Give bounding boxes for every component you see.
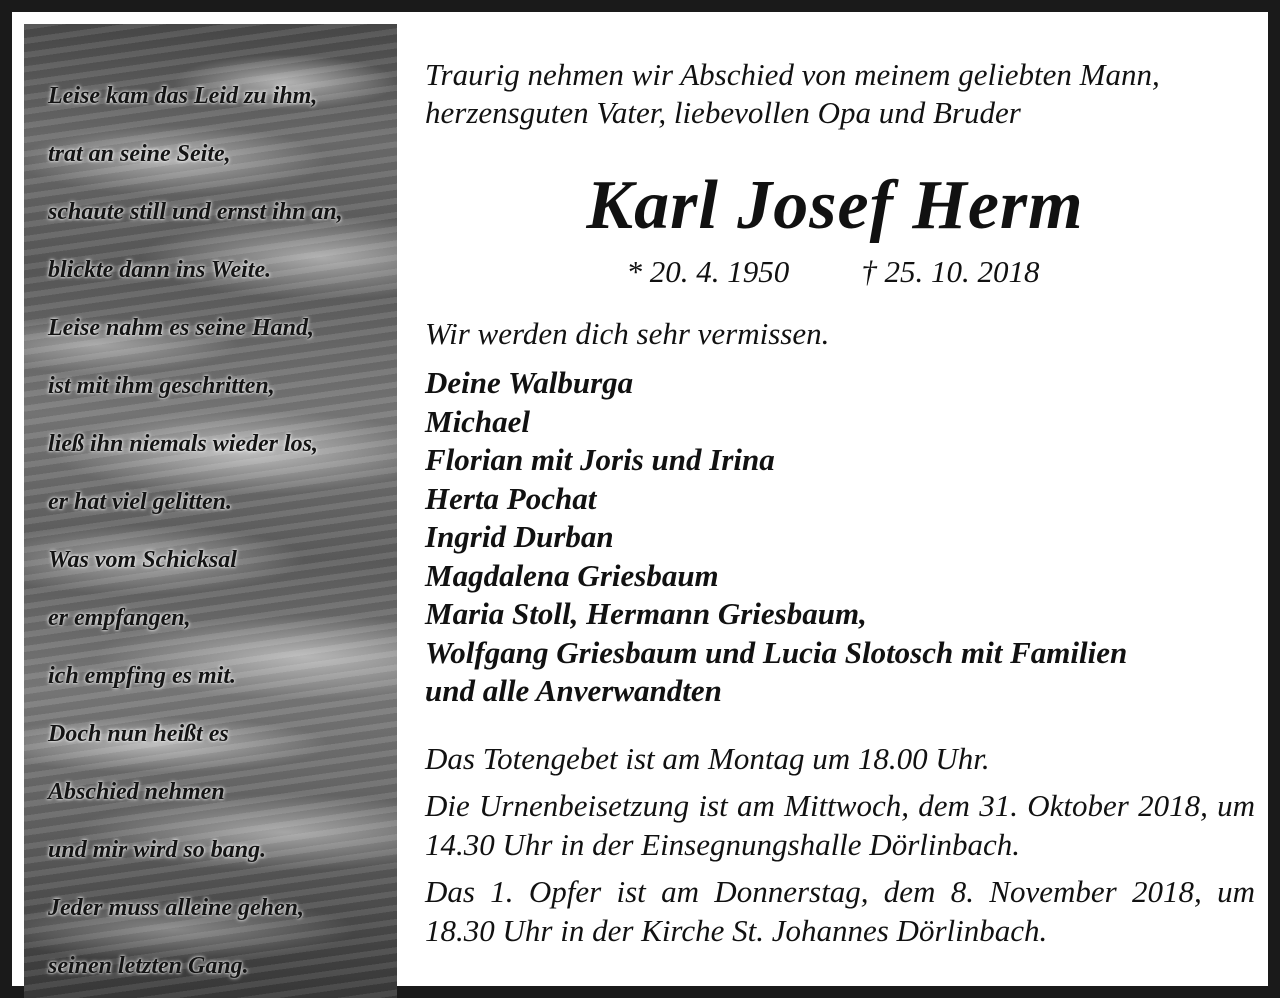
poem-line: Leise kam das Leid zu ihm, — [48, 83, 318, 109]
opfer-notice: Das 1. Opfer ist am Donnerstag, dem 8. November 2018, um 18.30 Uhr in der Kirche St. Johannes Dörlinbach. — [425, 873, 1255, 948]
family-member: Herta Pochat — [425, 480, 597, 516]
poem-line: Doch nun heißt es — [48, 721, 229, 747]
poem-line: ließ ihn niemals wieder los, — [48, 431, 319, 457]
intro-line-2: herzensguten Vater, liebevollen Opa und Bruder — [425, 95, 1021, 130]
deceased-name: Karl Josef Herm — [586, 167, 1084, 244]
family-list — [425, 364, 1255, 711]
poem-line: und mir wird so bang. — [48, 837, 267, 863]
family-member: Wolfgang Griesbaum und Lucia Slotosch mit Familien — [425, 634, 1128, 670]
totengebet-notice: Das Totengebet ist am Montag um 18.00 Uhr. — [425, 740, 990, 776]
obituary-content — [425, 56, 1255, 958]
birth-date: * 20. 4. 1950 — [626, 254, 790, 289]
urnenbeisetzung-notice: Die Urnenbeisetzung ist am Mittwoch, dem 31. Oktober 2018, um 14.30 Uhr in der Einsegnungshalle Dörlinbach. — [425, 787, 1255, 862]
poem-line: ich empfing es mit. — [48, 663, 236, 689]
family-member: Magdalena Griesbaum — [425, 557, 719, 593]
family-member: und alle Anverwandten — [425, 673, 722, 708]
poem-line: Abschied nehmen — [48, 779, 225, 805]
family-member: Deine Walburga — [425, 365, 634, 400]
poem-line: er hat viel gelitten. — [48, 489, 232, 515]
poem-line: Jeder muss alleine gehen, — [48, 895, 304, 921]
poem — [48, 80, 343, 998]
poem-line: er empfangen, — [48, 605, 191, 631]
intro-text — [425, 56, 1255, 132]
poem-line: ist mit ihm geschritten, — [48, 373, 275, 399]
intro-line-1: Traurig nehmen wir Abschied von meinem geliebten Mann, — [425, 57, 1160, 92]
poem-line: Leise nahm es seine Hand, — [48, 315, 315, 341]
family-member: Florian mit Joris und Irina — [425, 442, 775, 477]
death-date: † 25. 10. 2018 — [861, 254, 1040, 289]
poem-line: blickte dann ins Weite. — [48, 257, 272, 283]
poem-line: Was vom Schicksal — [48, 547, 237, 573]
poem-panel-cloud-image — [24, 24, 397, 998]
poem-line: trat an seine Seite, — [48, 141, 231, 167]
poem-line: seinen letzten Gang. — [48, 953, 249, 979]
poem-line: schaute still und ernst ihn an, — [48, 199, 343, 225]
miss-text: Wir werden dich sehr vermissen. — [425, 316, 830, 351]
service-notices — [425, 739, 1255, 950]
family-member: Michael — [425, 403, 531, 439]
life-dates — [425, 252, 1255, 292]
family-member: Maria Stoll, Hermann Griesbaum, — [425, 596, 867, 631]
family-member: Ingrid Durban — [425, 519, 614, 554]
